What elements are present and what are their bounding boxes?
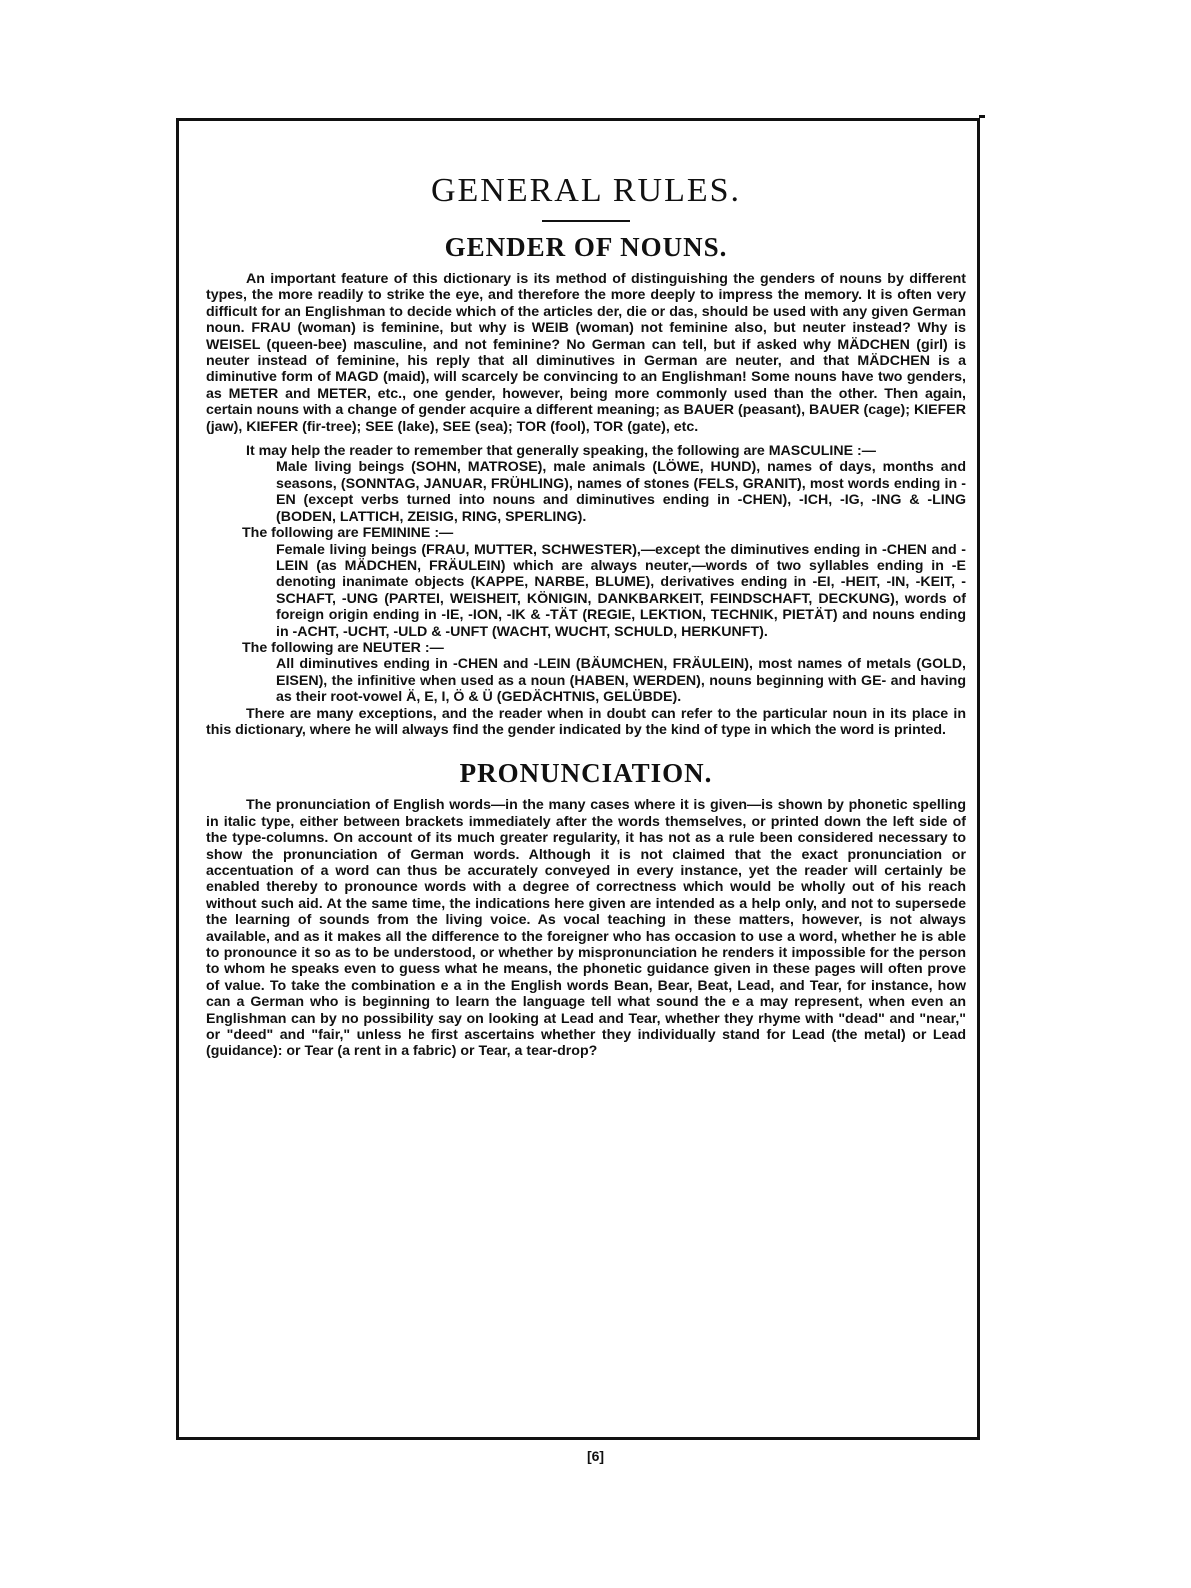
pronunciation-paragraph: The pronunciation of English words—in the many cases where it is given—is shown by phonetic spelling in italic type, either between brackets immediately after the words themselves, or printed down the left side of the type-columns. On account of its much greater regularity, it has not as a rule been considered necessary to show the pronunciation of German words. Although it is not claimed that the exact pronunciation or accentuation of a word can thus be accurately conveyed in every instance, yet the reader will certainly be enabled thereby to pronounce words with a degree of correctness which would be wholly out of his reach without such aid. At the same time, the indications here given are intended as a help only, and not to supersede the learning of sounds from the living voice. As vocal teaching in these matters, however, is not always available, and as it makes all the difference to the foreigner who has occasion to use a word, whether he is able to pronounce it so as to be understood, or whether by mispronunciation he renders it impossible for the person to whom he speaks even to guess what he means, the phonetic guidance given in these pages will often prove of value. To take the combination e a in the English words Bean, Bear, Beat, Lead, and Tear, for instance, how can a German who is beginning to learn the language tell what sound the e a may represent, when even an Englishman can by no possibility say on looking at Lead and Tear, whether they rhyme with "dead" and "near," or "deed" and "fair," unless he first ascertains whether they individually stand for Lead (the metal) or Lead (guidance): or Tear (a rent in a fabric) or Tear, a tear-drop? bbox=[206, 797, 966, 1060]
page-content bbox=[206, 150, 966, 1060]
title-rule bbox=[542, 220, 630, 222]
pronunciation-heading: PRONUNCIATION. bbox=[459, 758, 713, 789]
page-title: GENERAL RULES. bbox=[430, 172, 742, 209]
gender-heading: GENDER OF NOUNS. bbox=[444, 232, 728, 262]
neuter-paragraph: All diminutives ending in -CHEN and -LEIN (BÄUMCHEN, FRÄULEIN), most names of metals (GOLD, EISEN), the infinitive when used as a noun (HABEN, WERDEN), nouns beginning with GE- and having as their root-vowel Ä, E, I, Ö & Ü (GEDÄCHTNIS, GELÜBDE). bbox=[276, 656, 966, 706]
gender-closing-paragraph: There are many exceptions, and the reader when in doubt can refer to the particular noun in its place in this dictionary, where he will always find the gender indicated by the kind of type in which the word is printed. bbox=[206, 705, 966, 738]
page-number: [6] bbox=[586, 1448, 605, 1464]
neuter-lead: The following are NEUTER :— bbox=[242, 639, 444, 656]
feminine-lead: The following are FEMININE :— bbox=[242, 525, 454, 542]
feminine-paragraph: Female living beings (FRAU, MUTTER, SCHWESTER),—except the diminutives ending in -CHEN and -LEIN (as MÄDCHEN, FRÄULEIN) which are always neuter,—words of two syllables ending in -E denoting inanimate objects (KAPPE, NARBE, BLUME), derivatives ending in -EI, -HEIT, -IN, -KEIT, -SCHAFT, -UNG (PARTEI, WEISHEIT, KÖNIGIN, DANKBARKEIT, FEINDSCHAFT, DECKUNG), words of foreign origin ending in -IE, -ION, -IK & -TÄT (REGIE, LEKTION, TECHNIK, PIETÄT) and nouns ending in -ACHT, -UCHT, -ULD & -UNFT (WACHT, WUCHT, SCHULD, HERKUNFT). bbox=[276, 541, 966, 640]
masculine-lead: It may help the reader to remember that generally speaking, the following are MASCULINE :— bbox=[246, 443, 876, 460]
gender-intro-paragraph: An important feature of this dictionary is its method of distinguishing the genders of nouns by different types, the more readily to strike the eye, and therefore the more deeply to impress the memory. It is often very difficult for an Englishman to decide which of the articles der, die or das, should be used with any given German noun. FRAU (woman) is feminine, but why is WEIB (woman) not feminine also, but neuter instead? Why is WEISEL (queen-bee) masculine, and not feminine? No German can tell, but if asked why MÄDCHEN (girl) is neuter instead of feminine, his reply that all diminutives in German are neuter, and that MÄDCHEN is a diminutive form of MAGD (maid), will scarcely be convincing to an Englishman! Some nouns have two genders, as METER and METER, etc., one gender, however, being more commonly used than the other. Then again, certain nouns with a change of gender acquire a different meaning; as BAUER (peasant), BAUER (cage); KIEFER (jaw), KIEFER (fir-tree); SEE (lake), SEE (sea); TOR (fool), TOR (gate), etc. bbox=[206, 271, 966, 435]
masculine-paragraph: Male living beings (SOHN, MATROSE), male animals (LÖWE, HUND), names of days, months and seasons, (SONNTAG, JANUAR, FRÜHLING), names of stones (FELS, GRANIT), most words ending in -EN (except verbs turned into nouns and diminutives ending in -CHEN), -ICH, -IG, -ING & -LING (BODEN, LATTICH, ZEISIG, RING, SPERLING). bbox=[276, 459, 966, 525]
